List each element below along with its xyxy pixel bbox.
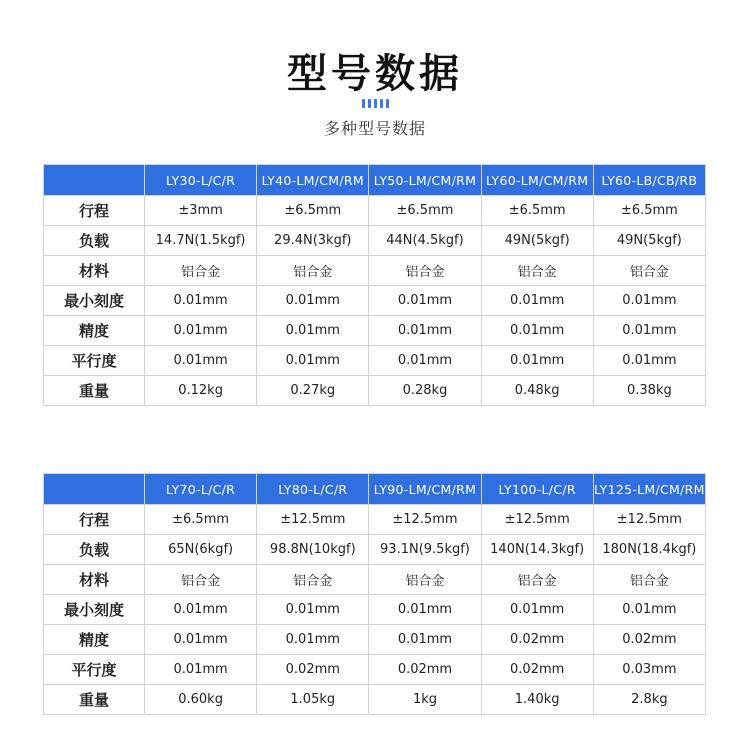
spec-cell: 铝合金 xyxy=(593,565,705,595)
spec-cell: ±6.5mm xyxy=(257,196,369,226)
spec-cell: 0.12kg xyxy=(145,376,257,406)
spec-cell: 0.01mm xyxy=(369,625,481,655)
spec-row-min-scale xyxy=(44,286,706,316)
spec-cell: 14.7N(1.5kgf) xyxy=(145,226,257,256)
spec-row-load xyxy=(44,226,706,256)
spec-cell: 0.02mm xyxy=(257,655,369,685)
spec-cell: 49N(5kgf) xyxy=(593,226,705,256)
spec-cell: 铝合金 xyxy=(593,256,705,286)
model-header: LY60-LB/CB/RB xyxy=(593,165,705,196)
spec-row-stroke xyxy=(44,505,706,535)
header-corner xyxy=(44,474,145,505)
spec-cell: 0.01mm xyxy=(145,316,257,346)
model-header: LY30-L/C/R xyxy=(145,165,257,196)
row-label: 材料 xyxy=(44,565,145,595)
row-label: 平行度 xyxy=(44,655,145,685)
spec-row-weight xyxy=(44,685,706,715)
spec-cell: 0.01mm xyxy=(481,346,593,376)
row-label: 行程 xyxy=(44,505,145,535)
spec-cell: 29.4N(3kgf) xyxy=(257,226,369,256)
accent-dot xyxy=(362,99,365,108)
spec-cell: 0.28kg xyxy=(369,376,481,406)
model-header: LY70-L/C/R xyxy=(145,474,257,505)
spec-row-material xyxy=(44,565,706,595)
spec-cell: 铝合金 xyxy=(369,256,481,286)
spec-cell: 0.02mm xyxy=(481,625,593,655)
spec-cell: 0.01mm xyxy=(257,625,369,655)
spec-cell: ±6.5mm xyxy=(369,196,481,226)
row-label: 平行度 xyxy=(44,346,145,376)
spec-cell: 0.01mm xyxy=(257,286,369,316)
spec-cell: 铝合金 xyxy=(481,565,593,595)
spec-row-weight xyxy=(44,376,706,406)
accent-dot xyxy=(380,99,383,108)
spec-cell: 44N(4.5kgf) xyxy=(369,226,481,256)
row-label: 最小刻度 xyxy=(44,286,145,316)
row-label: 负载 xyxy=(44,535,145,565)
spec-cell: 0.38kg xyxy=(593,376,705,406)
spec-cell: ±12.5mm xyxy=(369,505,481,535)
page-title: 型号数据 xyxy=(287,51,463,97)
spec-cell: ±12.5mm xyxy=(481,505,593,535)
row-label: 精度 xyxy=(44,316,145,346)
spec-cell: 0.01mm xyxy=(593,286,705,316)
spec-cell: 铝合金 xyxy=(257,565,369,595)
model-header-row xyxy=(44,165,706,196)
title-accent-dots xyxy=(0,99,750,108)
accent-dot xyxy=(374,99,377,108)
spec-row-precision xyxy=(44,625,706,655)
row-label: 行程 xyxy=(44,196,145,226)
row-label: 最小刻度 xyxy=(44,595,145,625)
row-label: 材料 xyxy=(44,256,145,286)
spec-row-min-scale xyxy=(44,595,706,625)
spec-cell: 0.01mm xyxy=(481,286,593,316)
spec-row-material xyxy=(44,256,706,286)
row-label: 重量 xyxy=(44,685,145,715)
spec-cell: 0.02mm xyxy=(593,625,705,655)
spec-cell: 93.1N(9.5kgf) xyxy=(369,535,481,565)
row-label: 精度 xyxy=(44,625,145,655)
spec-cell: 0.01mm xyxy=(369,346,481,376)
spec-cell: 0.27kg xyxy=(257,376,369,406)
spec-row-stroke xyxy=(44,196,706,226)
spec-cell: 2.8kg xyxy=(593,685,705,715)
spec-cell: 0.01mm xyxy=(593,346,705,376)
spec-cell: ±6.5mm xyxy=(145,505,257,535)
spec-row-parallelism xyxy=(44,346,706,376)
spec-cell: 铝合金 xyxy=(145,565,257,595)
spec-cell: 0.01mm xyxy=(257,346,369,376)
spec-cell: 铝合金 xyxy=(369,565,481,595)
accent-dot xyxy=(368,99,371,108)
spec-cell: 铝合金 xyxy=(481,256,593,286)
model-header: LY40-LM/CM/RM xyxy=(257,165,369,196)
spec-cell: 0.60kg xyxy=(145,685,257,715)
spec-cell: 铝合金 xyxy=(145,256,257,286)
spec-cell: 1kg xyxy=(369,685,481,715)
model-header: LY90-LM/CM/RM xyxy=(369,474,481,505)
spec-cell: 0.01mm xyxy=(257,595,369,625)
spec-cell: 180N(18.4kgf) xyxy=(593,535,705,565)
spec-row-load xyxy=(44,535,706,565)
spec-cell: ±3mm xyxy=(145,196,257,226)
spec-cell: 0.48kg xyxy=(481,376,593,406)
spec-cell: 0.01mm xyxy=(481,316,593,346)
spec-cell: 0.01mm xyxy=(593,316,705,346)
spec-cell: 1.40kg xyxy=(481,685,593,715)
spec-cell: ±12.5mm xyxy=(257,505,369,535)
spec-cell: 0.01mm xyxy=(145,346,257,376)
spec-table-1 xyxy=(43,164,706,406)
model-header: LY125-LM/CM/RM xyxy=(593,474,705,505)
row-label: 负载 xyxy=(44,226,145,256)
spec-cell: ±6.5mm xyxy=(481,196,593,226)
spec-row-precision xyxy=(44,316,706,346)
spec-cell: 0.01mm xyxy=(145,595,257,625)
spec-cell: 0.01mm xyxy=(481,595,593,625)
page-subtitle: 多种型号数据 xyxy=(323,119,426,138)
spec-table-2 xyxy=(43,473,706,715)
spec-row-parallelism xyxy=(44,655,706,685)
spec-cell: 0.02mm xyxy=(369,655,481,685)
spec-cell: ±12.5mm xyxy=(593,505,705,535)
model-header: LY60-LM/CM/RM xyxy=(481,165,593,196)
header-corner xyxy=(44,165,145,196)
spec-cell: 98.8N(10kgf) xyxy=(257,535,369,565)
spec-cell: 铝合金 xyxy=(257,256,369,286)
model-header-row xyxy=(44,474,706,505)
spec-cell: 0.02mm xyxy=(481,655,593,685)
spec-cell: 65N(6kgf) xyxy=(145,535,257,565)
spec-cell: 0.03mm xyxy=(593,655,705,685)
row-label: 重量 xyxy=(44,376,145,406)
accent-dot xyxy=(386,99,389,108)
model-header: LY80-L/C/R xyxy=(257,474,369,505)
spec-cell: 0.01mm xyxy=(145,625,257,655)
spec-cell: 49N(5kgf) xyxy=(481,226,593,256)
spec-cell: 0.01mm xyxy=(145,286,257,316)
spec-cell: 0.01mm xyxy=(369,316,481,346)
spec-cell: ±6.5mm xyxy=(593,196,705,226)
spec-cell: 0.01mm xyxy=(593,595,705,625)
model-header: LY50-LM/CM/RM xyxy=(369,165,481,196)
spec-cell: 0.01mm xyxy=(369,286,481,316)
spec-cell: 140N(14.3kgf) xyxy=(481,535,593,565)
spec-cell: 0.01mm xyxy=(369,595,481,625)
model-header: LY100-L/C/R xyxy=(481,474,593,505)
spec-cell: 0.01mm xyxy=(145,655,257,685)
spec-cell: 0.01mm xyxy=(257,316,369,346)
spec-cell: 1.05kg xyxy=(257,685,369,715)
